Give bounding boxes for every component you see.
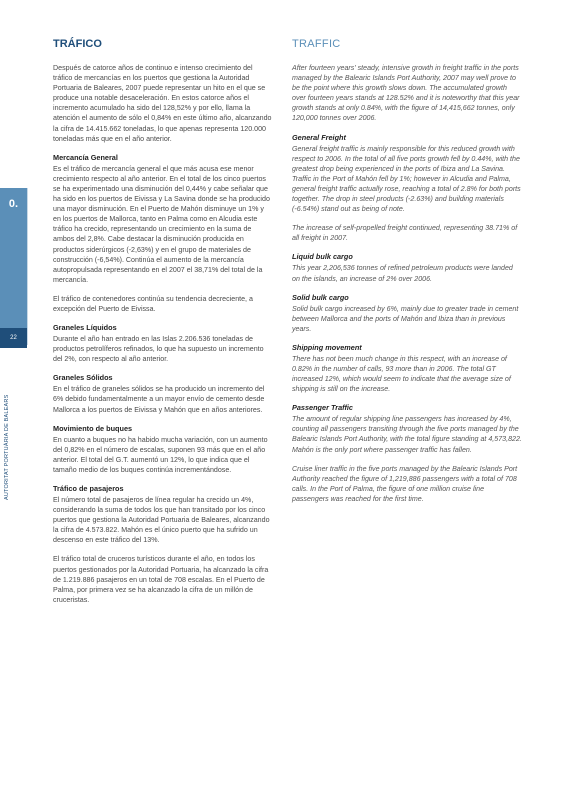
en-intro-paragraph: After fourteen years' steady, intensive growth in freight traffic in the ports managed by the Balearic Islands Port Authority, 2007 may well prove to be the point where this growth slows down. The accumulated growth over fourteen years stands at 128.52% and it is noteworthy that this year growth stands at only 0.84%, with the figure of 14,415,662 tonnes, only 120,000 tonnes over 2006. — [292, 64, 520, 123]
es-general-paragraph: Es el tráfico de mercancía general el que más acusa ese menor crecimiento respecto al año anterior. En el total de los cinco puertos se ha experimentado una disminución del 0,44% y cabe señalar que ha sido en los puertos de Eivissa y La Savina donde se ha producido una mayor disminución. En el Puerto de Mahón disminuye un 1% y en los puertos de Mallorca, tanto en Palma como en Alcudia este tráfico ha crecido, representando un crecimiento en la suma de ambos del 2,8%. Cabe destacar la disminución producida en productos siderúrgicos (-2,63%) y en el grupo de materiales de construcción (-6,54%). Continúa el aumento de la mercancía autopropulsada representando en el 2007 el 38,71% del total de la mercancía. — [53, 164, 270, 284]
en-liquid-paragraph: This year 2,206,536 tonnes of refined petroleum products were landed on the islands, an increase of 2% over 2006. — [292, 264, 513, 283]
en-passenger-paragraph: The amount of regular shipping line passengers has increased by 4%, counting all passengers transiting through the five ports managed by the Balearic Islands Port Authority, with the total figure standing at 4,573,822. Mahón is the only port where passenger traffic has fallen. — [292, 415, 522, 454]
es-solid-paragraph: En el tráfico de graneles sólidos se ha producido un incremento del 6% debido fundamentalmente a un mayor envío de cemento desde Mallorca a los puertos de Eivissa y Mahón que en años anteriores. — [53, 385, 265, 414]
en-solid-heading: Solid bulk cargo — [292, 292, 349, 302]
english-title: TRAFFIC — [292, 38, 341, 50]
spanish-column — [53, 38, 273, 614]
es-ships-paragraph: En cuanto a buques no ha habido mucha variación, con un aumento del 0,82% en el número de escalas, suponen 93 más que en el año anterior. El total del G.T. aumentó un 12%, lo que indica que el tamaño medio de los buques continúa incrementándose. — [53, 435, 268, 474]
en-selfprop-paragraph: The increase of self-propelled freight continued, representing 38.71% of all freight in 2007. — [292, 224, 518, 243]
publisher-label: AUTORITAT PORTUÀRIA DE BALEARS — [4, 394, 10, 500]
en-general-heading: General Freight — [292, 132, 346, 142]
section-number: 0. — [8, 198, 19, 210]
es-container-paragraph: El tráfico de contenedores continúa su tendencia decreciente, a excepción del Puerto de Eivissa. — [53, 294, 253, 313]
es-passenger-paragraph: El número total de pasajeros de línea regular ha crecido un 4%, considerando la suma de todos los que han transitado por los cinco puertos que gestiona la Autoridad Portuaria de Baleares, alcanzando la cifra de 4.573.822. Mahón es el único puerto que ha sufrido un descenso en este tráfico del 13%. — [53, 496, 270, 545]
spanish-title: TRÁFICO — [53, 38, 102, 50]
es-cruise-paragraph: El tráfico total de cruceros turísticos durante el año, en todos los puertos gestionados por la Autoridad Portuaria, ha alcanzado la cifra de 1.219.886 pasajeros en un total de 708 escalas. En el Puerto de Palma, por primera vez se ha alcanzado la cifra de un millón de cruceristas. — [53, 555, 269, 604]
en-solid-paragraph: Solid bulk cargo increased by 6%, mainly due to greater trade in cement between Mallorca and the ports of Mahón and Ibiza than in previous years. — [292, 304, 519, 333]
en-ships-paragraph: There has not been much change in this respect, with an increase of 0.82% in the number of calls, 93 more than in 2006. The total GT increased 12%, which would seem to indicate that the average size of shipping is still on the increase. — [292, 354, 511, 394]
en-general-paragraph: General freight traffic is mainly responsible for this reduced growth with respect to 2006. In the total of all five ports growth fell by 0.44%, with the greatest drop being experienced in the ports of Ibiza and La Savina. Traffic in the Port of Mahón fell by 1%; however in Alcudia and Palma, general freight traffic actually rose, reaching a total of 2.8% for both ports together. The drop in steel products (-2.63%) and building materials (-6.54%) stand out as being of note. — [292, 144, 521, 214]
es-solid-heading: Graneles Sólidos — [53, 373, 113, 383]
es-general-heading: Mercancía General — [53, 152, 118, 162]
section-tab — [0, 188, 28, 345]
es-ships-heading: Movimiento de buques — [53, 423, 133, 433]
en-liquid-heading: Liquid bulk cargo — [292, 252, 353, 262]
en-passenger-heading: Passenger Traffic — [292, 403, 353, 413]
es-passenger-heading: Tráfico de pasajeros — [53, 484, 124, 493]
es-liquid-heading: Graneles Líquidos — [53, 323, 117, 333]
publisher-label-container — [4, 394, 14, 510]
es-liquid-paragraph: Durante el año han entrado en las Islas 2.206.536 toneladas de productos petrolíferos refinados, lo que ha supuesto un incremento del 2%, con respecto al año anterior. — [53, 335, 264, 364]
english-column — [292, 38, 522, 513]
en-cruise-paragraph: Cruise liner traffic in the five ports managed by the Balearic Islands Port Authority reached the figure of 1,219,886 passengers with a total of 708 calls. In the Port of Palma, the figure of one million cruise line passengers was reached for the first time. — [292, 464, 518, 503]
en-ships-heading: Shipping movement — [292, 342, 362, 352]
page-number: 22 — [0, 328, 27, 348]
es-intro-paragraph: Después de catorce años de continuo e intenso crecimiento del tráfico de mercancías en los puertos que gestiona la Autoridad Portuaria de Baleares, 2007 puede representar un hito en el que se produce una notable desaceleración. En estos catorce años el incremento acumulado ha sido del 128,52% y por ello, llama la atención el aumento de sólo el 0,84% en este último año, alcanzando la cifra de 14.415.662 toneladas, lo que apenas representa 120.000 toneladas más que en el año anterior. — [53, 64, 272, 143]
